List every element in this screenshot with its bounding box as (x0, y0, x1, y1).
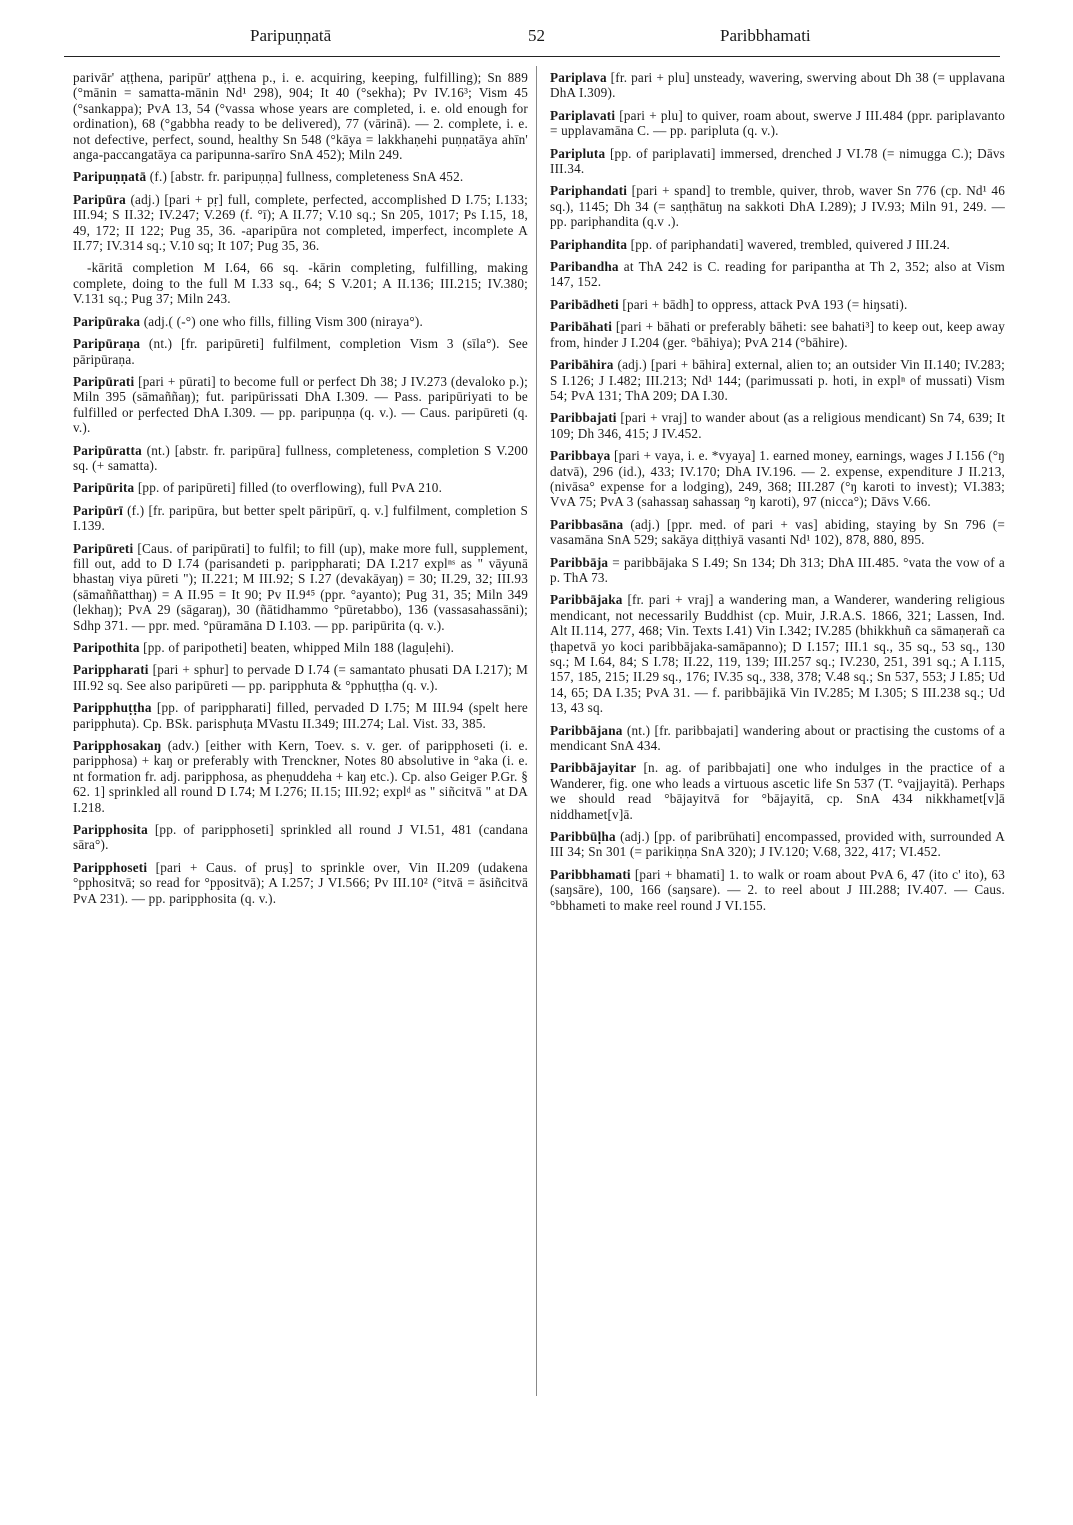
dictionary-entry (73, 336, 528, 367)
page-number: 52 (528, 26, 545, 45)
dictionary-entry (73, 314, 528, 329)
entry-headword: Paripūrati (73, 373, 135, 389)
entry-headword: Paribbāja (550, 554, 609, 570)
entry-definition: (nt.) [abstr. fr. paripūra] fullness, completeness, completion S V.200 sq. (+ samatta). (73, 442, 528, 473)
entry-definition: [pp. of pariphandati] wavered, trembled, quivered J III.24. (627, 236, 951, 252)
entry-headword: Paribādheti (550, 296, 619, 312)
entry-headword: Paripothita (73, 640, 140, 655)
entry-definition: [pari + vraj] to wander about (as a religious mendicant) Sn 74, 639; It 109; Dh 346, 415; J IV.452. (550, 410, 1005, 441)
entry-headword: Paripūra (73, 191, 126, 207)
dictionary-entry (73, 169, 528, 184)
entry-headword: Paripphuṭṭha (73, 700, 152, 716)
entry-definition: (adj.) [pp. of paribrūhati] encompassed, provided with, surrounded A III 34; Sn 301 (= parikiṇṇa SnA 320); J IV.120; V.68, 322, 417; VI.452. (550, 829, 1005, 860)
entry-definition: [pp. of parippharati] filled, pervaded D I.75; M III.94 (spelt here paripphuta). Cp. BSk. parisphuṭa MVastu II.349; III.274; Lal. Vist. 33, 385. (73, 700, 528, 731)
header-left-guideword: Paripuṇṇatā (250, 26, 332, 45)
dictionary-entry (550, 357, 1005, 403)
entry-headword: Paribbūḷha (550, 829, 616, 845)
dictionary-entry (550, 867, 1005, 913)
entry-headword: Paripūratta (73, 442, 142, 458)
left-column (73, 70, 528, 913)
entry-headword: Parippharati (73, 662, 149, 678)
dictionary-entry (550, 297, 1005, 312)
entry-headword: Pariphandati (550, 183, 628, 199)
entry-definition: [n. ag. of paribbajati] one who indulges in the practice of a Wanderer, fig. one who leads a virtuous ascetic life Sn 537 (T. °vajjayitā). Perhaps we should read °bājayitvā for °bājayitā, cp. SnA 434 nikkhamet[v]ā niddhamet[v]ā. (550, 760, 1005, 822)
entry-definition: [Caus. of paripūrati] to fulfil; to fill (up), make more full, supplement, fill out, add to D I.74 (parisandeti p. parippharati; DA I.217 explⁿˢ as " vāyunā bhastaŋ viya pūreti "); II.221; M III.92; S I.27 (devakāyaŋ) = 30; II.29, 32; III.93 (sāmaññatthaŋ) = A II.95 = It 90; Pv II.9⁴⁵ (ppr. °ayanto); Pug 31, 35; Miln 349 (lekhaŋ); PvA 29 (sāgaraŋ), 30 (ñātidhammo °pūretabbo), 136 (vassasahassāni); Sdhp 371. — ppr. med. °pūramāna D I.103. — pp. paripūrita (q. v.). (73, 540, 528, 633)
dictionary-entry (73, 70, 528, 162)
entry-definition: parivār' aṭṭhena, paripūr' aṭṭhena p., i. e. acquiring, keeping, fulfilling); Sn 889 (°mānin = samatta-mānin Nd¹ 298), 904; It 40 (°sekha); Pv IV.16³; Vism 45 (°sankappa); PvA 13, 54 (°vassa whose years are completed, i. e. old enough for ordination), 68 (°gabbha ready to be delivered), 77 (vārinā). — 2. complete, i. e. not defective, perfect, sound, healthy Sn 548 (°kāya = lakkhaṇehi puṇṇatāya ahīn' anga-paccangatāya ca paripunna-sarīro SnA 452); Miln 249. (73, 70, 528, 163)
entry-definition: = paribbājaka S I.49; Sn 134; Dh 313; DhA III.485. °vata the vow of a p. ThA 73. (550, 554, 1005, 585)
entry-definition: [pari + spand] to tremble, quiver, throb, waver Sn 776 (cp. Nd¹ 46 sq.), 1145; Dh 34 (= saṇṭhātuŋ na sakkoti DhA I.289); J IV.93; Miln 91, 249. — pp. pariphandita (q.v .). (550, 183, 1005, 230)
entry-headword: Paribbhamati (550, 866, 631, 882)
dictionary-entry (73, 480, 528, 495)
entry-definition: [pp. of paripūreti] filled (to overflowing), full PvA 210. (134, 480, 443, 496)
entry-definition: [pp. of paripphoseti] sprinkled all round J VI.51, 481 (candana sāra°). (73, 822, 528, 853)
entry-headword: Pariplavati (550, 107, 616, 123)
dictionary-entry (550, 146, 1005, 177)
dictionary-entry (550, 259, 1005, 290)
entry-headword: Paripūraka (73, 313, 141, 329)
entry-definition: (adj.) [pari + pṛ] full, complete, perfected, accomplished D I.75; I.133; III.94; S II.32; IV.247; V.269 (f. °ī); A II.77; V.10 sq.; Sn 205, 1017; Ps I.15, 18, 49, 172; II 122; Pug 35, 36. -aparipūra not completed, imperfect, incomplete A II.77; IV.314 sq.; V.10 sq; It 107; Pug 35, 36. (73, 191, 528, 254)
dictionary-entry (550, 70, 1005, 101)
entry-headword: Paribandha (550, 259, 619, 275)
dictionary-entry (73, 822, 528, 853)
entry-definition: [pari + bādh] to oppress, attack PvA 193 (= hiŋsati). (618, 296, 908, 312)
header-right-guideword: Paribbhamati (720, 26, 811, 45)
dictionary-entry (73, 260, 528, 306)
dictionary-entry (73, 541, 528, 633)
entry-definition: [pp. of pariplavati] immersed, drenched J VI.78 (= nimugga C.); Dāvs III.34. (550, 145, 1005, 177)
entry-definition: (nt.) [fr. paribbajati] wandering about or practising the customs of a mendicant SnA 434. (550, 722, 1005, 754)
dictionary-entry (550, 517, 1005, 548)
dictionary-entry (550, 592, 1005, 715)
entry-definition: (adj.( (-°) one who fills, filling Vism 300 (niraya°). (140, 313, 423, 329)
entry-headword: Paripluta (550, 145, 606, 161)
dictionary-entry (73, 503, 528, 534)
entry-definition: [pari + bhamati] 1. to walk or roam about PvA 6, 47 (ito c' ito), 63 (saŋsāre), 100, 166 (saŋsare). — 2. to reel about J III.288; IV.407. — Caus. °bbhameti to make reel round J VI.155. (550, 866, 1005, 913)
dictionary-entry (550, 760, 1005, 822)
entry-headword: Paribbasāna (550, 516, 624, 532)
entry-definition: [fr. pari + vraj] a wandering man, a Wanderer, wandering religious mendicant, not necessarily Buddhist (cp. Muir, J.R.A.S. 1866, 321; Lassen, Ind. Alt II.114, 277, 468; Vin. Texts I.41) Vin I.342; IV.285 (bhikkhuñ ca sāmaṇerañ ca ṭhapetvā yo koci paribbājaka-samāpanno); D I.157; III.1 sq., 35 sq., 53 sq., 130 sq.; M I.64, 84; S I.78; II.22, 119, 139; III.257 sq.; IV.230, 251, 391 sq.; A I.115, 157, 185, 215; II.29 sq., 176; IV.35 sq., 338, 378; V.48 sq.; Sn 537, 553; J I.85; Ud 14, 65; DA I.35; PvA 31. — f. paribbājikā Vin IV.285; M I.305; S III.238 sq.; Ud 13, 43 sq. (550, 592, 1005, 716)
entry-definition: (nt.) [fr. paripūreti] fulfilment, completion Vism 3 (sīla°). See pāripūraṇa. (73, 336, 528, 367)
entry-definition: [pp. of paripotheti] beaten, whipped Miln 188 (laguḷehi). (139, 640, 455, 655)
entry-headword: Paripūreti (73, 540, 134, 556)
entry-headword: Paripphoseti (73, 859, 148, 875)
dictionary-entry (550, 108, 1005, 139)
header-rule (64, 56, 1000, 57)
entry-headword: Paribbajati (550, 410, 617, 426)
page-header (70, 26, 995, 54)
dictionary-entry (550, 237, 1005, 252)
dictionary-entry (550, 555, 1005, 586)
entry-definition: (adj.) [ppr. med. of pari + vas] abiding, staying by Sn 796 (= vasamāna SnA 529; sakāya diṭṭhiyā vasanti Nd¹ 102), 878, 880, 895. (550, 516, 1005, 548)
entry-headword: Paribbaya (550, 448, 611, 464)
entry-headword: Paripphosakaŋ (73, 738, 162, 754)
entry-headword: Paripūraṇa (73, 336, 141, 352)
right-column (550, 70, 1005, 920)
dictionary-entry (550, 319, 1005, 350)
entry-headword: Paripphosita (73, 822, 148, 838)
entry-definition: (adv.) [either with Kern, Toev. s. v. ger. of paripphoseti (i. e. paripphosa) + kaŋ or preferably with Trenckner, Notes 80 absolutive in °aka (i. e. nt formation fr. adj. paripphosa, as pheṇuddeha + kaŋ etc.). Cp. also Geiger P.Gr. § 62. 1] sprinkled all round D I.74; M I.276; II.15; III.92; explᵈ as " siñcitvā " at DA I.218. (73, 738, 528, 815)
dictionary-entry (73, 700, 528, 731)
entry-headword: Paribbājaka (550, 592, 623, 608)
dictionary-entry (73, 192, 528, 254)
entry-definition: (f.) [fr. paripūra, but better spelt pāripūrī, q. v.] fulfilment, completion S I.139. (73, 502, 528, 534)
entry-definition: [pari + plu] to quiver, roam about, swerve J III.484 (ppr. pariplavanto = upplavamāna C. — pp. paripluta (q. v.). (550, 107, 1005, 139)
dictionary-entry (550, 829, 1005, 860)
dictionary-entry (73, 443, 528, 474)
entry-definition: [pari + sphur] to pervade D I.74 (= samantato phusati DA I.217); M III.92 sq. See also paripūreti — pp. paripphuta & °pphuṭṭha (q. v.). (73, 662, 528, 693)
entry-definition: [fr. pari + plu] unsteady, wavering, swerving about Dh 38 (= upplavana DhA I.309). (550, 70, 1005, 101)
column-divider (536, 66, 537, 1396)
entry-headword: Pariphandita (550, 236, 628, 252)
entry-headword: Paribbājayitar (550, 760, 637, 776)
entry-headword: Paribāhira (550, 357, 614, 373)
dictionary-entry (73, 662, 528, 693)
entry-headword: Pariplava (550, 70, 607, 85)
entry-definition: -kāritā completion M I.64, 66 sq. -kārin completing, fulfilling, making complete, doing to the full M I.33 sq., 64; S V.201; A II.136; III.215; IV.380; V.131 sq.; Pug 37; Miln 243. (73, 260, 528, 307)
entry-headword: Paripuṇṇatā (73, 169, 147, 185)
entry-definition: (f.) [abstr. fr. paripuṇṇa] fullness, completeness SnA 452. (146, 169, 464, 185)
dictionary-entry (550, 410, 1005, 441)
entry-headword: Paribbājana (550, 722, 623, 738)
dictionary-entry (73, 374, 528, 436)
entry-definition: [pari + vaya, i. e. *vyaya] 1. earned money, earnings, wages J I.156 (°ŋ datvā), 296 (id.), 433; IV.170; DhA IV.196. — 2. expense, expenditure J II.213, (nivāsa° expense for a lodging), 249, 368; III.287 (°ŋ karoti to invest); VI.383; VvA 75; PvA 3 (sahassaŋ sahassaŋ °ŋ karoti), 97 (nicca°); Dāvs V.66. (550, 448, 1005, 510)
entry-definition: [pari + Caus. of pruṣ] to sprinkle over, Vin II.209 (udakena °pphositvā; so read for °ppositvā); A I.257; J VI.566; Pv III.10² (°itvā = āsiñcitvā PvA 231). — pp. paripphosita (q. v.). (73, 859, 528, 906)
dictionary-entry (550, 183, 1005, 229)
entry-definition: (adj.) [pari + bāhira] external, alien to; an outsider Vin II.140; IV.283; S I.126; J I.482; III.213; Nd¹ 144; (parimussati p. hoti, in explⁿ of mussati) Vism 54; PvA 131; ThA 209; DA I.30. (550, 357, 1005, 403)
dictionary-entry (73, 738, 528, 815)
entry-headword: Paripūrita (73, 480, 135, 496)
entry-headword: Paribāhati (550, 319, 613, 335)
dictionary-entry (550, 723, 1005, 754)
dictionary-entry (550, 448, 1005, 510)
entry-definition: [pari + bāhati or preferably bāheti: see bahati³] to keep out, keep away from, hinder J I.204 (ger. °bāhiya); PvA 214 (°bāhire). (550, 319, 1005, 350)
entry-definition: at ThA 242 is C. reading for paripantha at Th 2, 352; also at Vism 147, 152. (550, 259, 1005, 290)
dictionary-entry (73, 860, 528, 906)
entry-headword: Paripūrī (73, 502, 123, 518)
entry-definition: [pari + pūrati] to become full or perfect Dh 38; J IV.273 (devaloko p.); Miln 395 (sāmaññaŋ); fut. paripūrissati DhA I.309. — Pass. paripūriyati to be fulfilled or perfected DhA I.309. — pp. paripuṇṇa (q. v.). — Caus. paripūreti (q. v.). (73, 373, 528, 436)
dictionary-entry (73, 640, 528, 655)
